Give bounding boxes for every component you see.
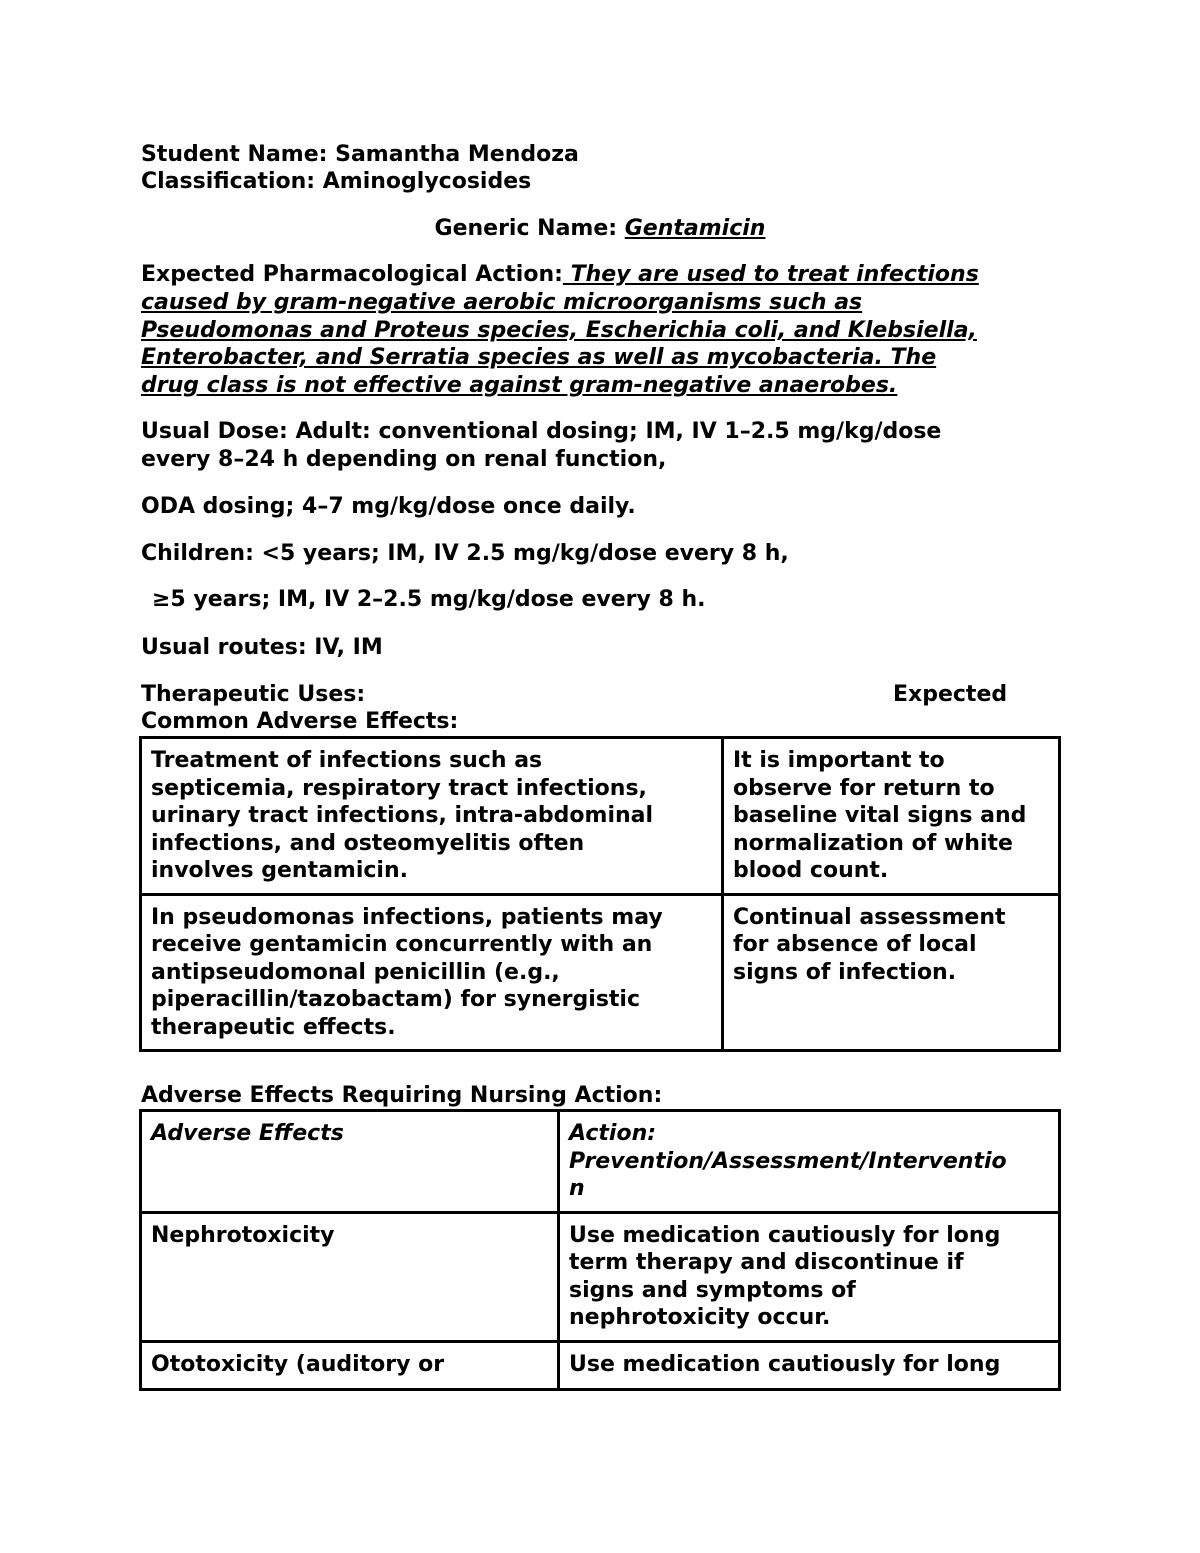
cell-line: observe for return to [733, 775, 995, 801]
cell-line: It is important to [733, 748, 945, 773]
cell-line: normalization of white [733, 830, 1013, 856]
cell-line: Prevention/Assessment/Interventio [569, 1148, 1007, 1174]
cell-line: Nephrotoxicity [151, 1222, 335, 1248]
table-row [141, 894, 1060, 1051]
table-header-row [141, 1111, 1060, 1213]
cell-line: for absence of local [733, 932, 977, 957]
action-label: Expected Pharmacological Action: [141, 262, 563, 287]
action-line-4: Enterobacter, and Serratia species as well as mycobacteria. The [141, 345, 937, 370]
action-cell [559, 1212, 1060, 1341]
adverse-effects-table [139, 1109, 1061, 1391]
action-line-1 [141, 261, 979, 289]
dose-children-line-2: ≥5 years; IM, IV 2–2.5 mg/kg/dose every 8 h. [152, 587, 706, 612]
common-adverse-effects-label: Common Adverse Effects: [141, 709, 459, 734]
therapeutic-uses-label: Therapeutic Uses: [141, 682, 366, 707]
cell-line: urinary tract infections, intra-abdominal [151, 803, 654, 828]
student-label: Student Name: [141, 142, 328, 167]
cell-line: therapeutic effects. [151, 1014, 396, 1040]
action-line-5: drug class is not effective against gram-negative anaerobes. [141, 373, 898, 398]
cell-line: In pseudomonas infections, patients may [151, 904, 663, 930]
therapeutic-use-cell [141, 894, 723, 1051]
classification-value: Aminoglycosides [322, 169, 532, 194]
table-row [141, 738, 1060, 895]
expected-effect-cell [723, 738, 1060, 895]
generic-label: Generic Name: [434, 216, 618, 241]
table-row [141, 1341, 1060, 1389]
table-row [141, 1212, 1060, 1341]
cell-line: term therapy and discontinue if [569, 1250, 964, 1275]
cell-line: Treatment of infections such as [151, 748, 543, 773]
action-cell [559, 1341, 1060, 1389]
classification-line [141, 168, 531, 196]
cell-line: baseline vital signs and [733, 803, 1027, 828]
cell-line: involves gentamicin. [151, 858, 408, 883]
cell-line: antipseudomonal penicillin (e.g., [151, 959, 560, 985]
action-line-3: Pseudomonas and Proteus species, Escherichia coli, and Klebsiella, [141, 318, 977, 343]
cell-line: Adverse Effects [151, 1121, 344, 1146]
therapeutic-uses-table [139, 736, 1061, 1052]
dose-children-line-1: Children: <5 years; IM, IV 2.5 mg/kg/dose every 8 h, [141, 541, 789, 566]
usual-routes-line: Usual routes: IV, IM [141, 635, 383, 660]
cell-line: signs of infection. [733, 959, 957, 985]
adverse-effect-cell [141, 1212, 559, 1341]
classification-label: Classification: [141, 169, 316, 194]
action-text: They are used to treat infections [570, 262, 979, 287]
generic-value: Gentamicin [624, 216, 766, 241]
action-line-2: caused by gram-negative aerobic microorganisms such as [141, 290, 863, 315]
cell-line: septicemia, respiratory tract infections, [151, 775, 647, 801]
cell-line: Use medication cautiously for long [569, 1351, 1001, 1377]
dose-adult-line-1: Usual Dose: Adult: conventional dosing; IM, IV 1–2.5 mg/kg/dose [141, 419, 942, 444]
dose-adult-line-2: every 8–24 h depending on renal function, [141, 447, 667, 472]
student-name-line [141, 141, 579, 169]
header-adverse-effects [141, 1111, 559, 1213]
adverse-effect-cell [141, 1341, 559, 1389]
cell-line: nephrotoxicity occur. [569, 1305, 831, 1330]
cell-line: Use medication cautiously for long [569, 1222, 1001, 1248]
cell-line: signs and symptoms of [569, 1277, 856, 1303]
adverse-effects-label: Adverse Effects Requiring Nursing Action: [141, 1083, 663, 1108]
dose-oda-line: ODA dosing; 4–7 mg/kg/dose once daily. [141, 494, 636, 519]
generic-name-line [0, 215, 1200, 243]
cell-line: Action: [569, 1121, 657, 1146]
cell-line: n [569, 1176, 585, 1201]
cell-line: blood count. [733, 858, 889, 883]
cell-line: Ototoxicity (auditory or [151, 1351, 445, 1377]
expected-label: Expected [893, 682, 1008, 707]
cell-line: Continual assessment [733, 904, 1006, 930]
therapeutic-use-cell [141, 738, 723, 895]
cell-line: receive gentamicin concurrently with an [151, 932, 653, 957]
header-action [559, 1111, 1060, 1213]
expected-effect-cell [723, 894, 1060, 1051]
cell-line: piperacillin/tazobactam) for synergistic [151, 987, 641, 1012]
student-name: Samantha Mendoza [335, 142, 579, 167]
cell-line: infections, and osteomyelitis often [151, 830, 585, 856]
